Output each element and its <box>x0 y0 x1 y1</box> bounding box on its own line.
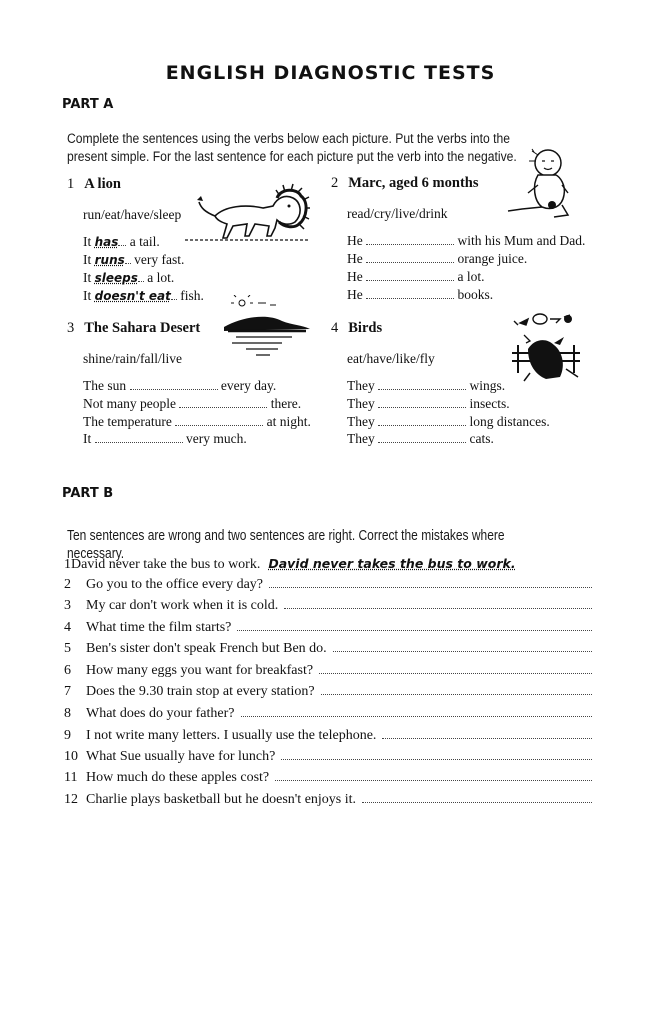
section-1-line: It doesn't eat fish. <box>83 288 204 303</box>
instruction-line: Complete the sentences using the verbs below each picture. Put the verbs into the <box>67 131 511 146</box>
section-4-line: They long distances. <box>347 414 550 429</box>
baby-icon <box>502 145 574 220</box>
section-3-verbs: shine/rain/fall/live <box>83 351 182 366</box>
exercise-item: 5 Ben's sister don't speak French but Ben do. <box>64 641 592 657</box>
section-2-line: He books. <box>347 287 494 302</box>
exercise-item: 12 Charlie plays basketball but he doesn't enjoys it. <box>64 792 592 808</box>
section-4-line: They insects. <box>347 396 510 411</box>
section-1-line: It has a tail. <box>83 234 160 249</box>
section-2-line: He with his Mum and Dad. <box>347 233 586 248</box>
section-3-line: It very much. <box>83 431 247 446</box>
section-4-heading: 4 Birds <box>331 320 383 336</box>
section-2-line: He a lot. <box>347 269 485 284</box>
part-a-label: PART A <box>62 97 114 112</box>
exercise-item: 7 Does the 9.30 train stop at every station? <box>64 684 592 700</box>
part-a-instructions <box>67 130 517 166</box>
section-2-heading: 2 Marc, aged 6 months <box>331 175 479 191</box>
desert-icon <box>222 295 312 363</box>
exercise-item: 9 I not write many letters. I usually use the telephone. <box>64 728 592 744</box>
section-3-line: The sun every day. <box>83 378 277 393</box>
section-1-verbs: run/eat/have/sleep <box>83 207 182 222</box>
exercise-item: 4 What time the film starts? <box>64 620 592 636</box>
section-4-line: They wings. <box>347 378 506 393</box>
section-4-line: They cats. <box>347 431 494 446</box>
section-1-line: It runs very fast. <box>83 252 185 267</box>
page-title: ENGLISH DIAGNOSTIC TESTS <box>165 62 496 84</box>
section-3-line: Not many people there. <box>83 396 302 411</box>
exercise-item: 8 What does do your father? <box>64 706 592 722</box>
instruction-line: present simple. For the last sentence for each picture put the verb into the negative. <box>67 149 517 164</box>
section-3-line: The temperature at night. <box>83 414 311 429</box>
section-2-verbs: read/cry/live/drink <box>347 206 448 221</box>
section-1-line: It sleeps a lot. <box>83 270 175 285</box>
section-2-line: He orange juice. <box>347 251 528 266</box>
exercise-item: 10 What Sue usually have for lunch? <box>64 749 592 765</box>
section-4-verbs: eat/have/like/fly <box>347 351 435 366</box>
exercise-item: 3 My car don't work when it is cold. <box>64 598 592 614</box>
exercise-item: 11 How much do these apples cost? <box>64 770 592 786</box>
exercise-item: 1 David never take the bus to work. David never takes the bus to work. <box>64 556 516 572</box>
part-b-instructions: Ten sentences are wrong and two sentences are right. Correct the mistakes where necessary. <box>67 527 505 562</box>
birds-icon <box>506 309 586 389</box>
handwritten-answer: David never takes the bus to work. <box>268 556 516 571</box>
lion-icon <box>185 178 310 246</box>
exercise-item: 2 Go you to the office every day? <box>64 577 592 593</box>
section-3-heading: 3 The Sahara Desert <box>67 320 201 336</box>
part-b-label: PART B <box>62 486 114 501</box>
exercise-item: 6 How many eggs you want for breakfast? <box>64 663 592 679</box>
section-1-heading: 1 A lion <box>67 176 121 192</box>
